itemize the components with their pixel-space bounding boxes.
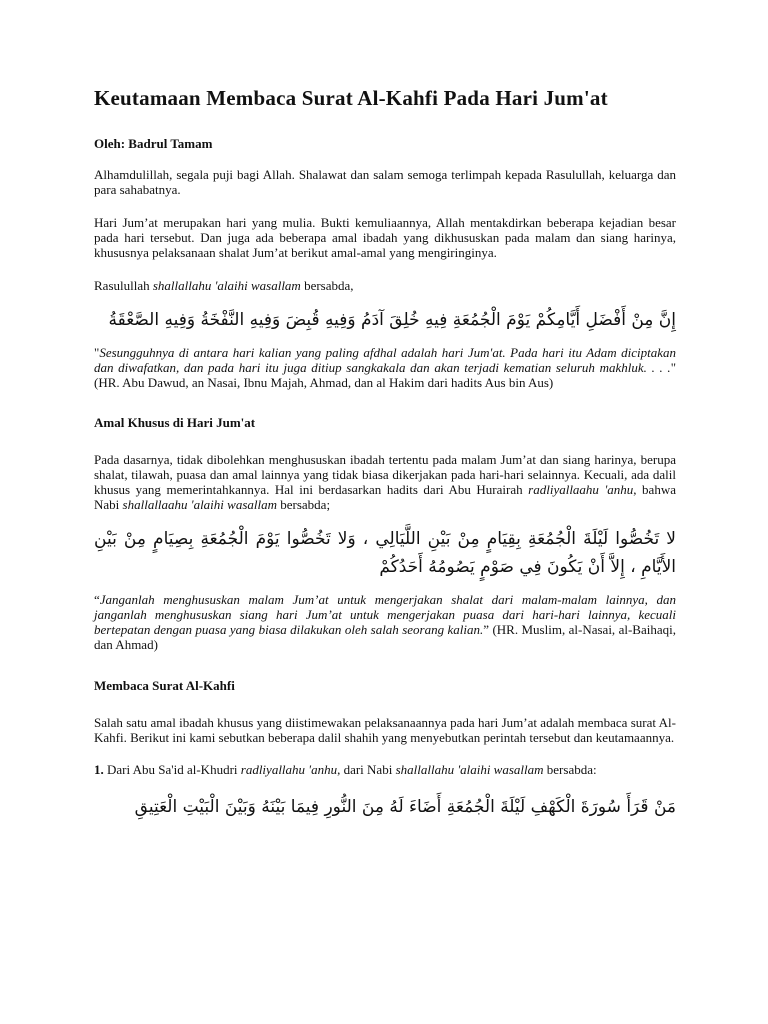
hadith2-quote-open: “: [94, 592, 100, 607]
section1-text-mid: , bahwa Nabi: [94, 482, 676, 512]
section-heading-al-kahfi: Membaca Surat Al-Kahfi: [94, 678, 235, 693]
section1-paragraph: [94, 452, 676, 512]
hadith2-translation-text: Janganlah menghususkan malam Jum’at untuk mengerjakan shalat dari malam-malam lainnya, dan janganlah menghususkan siang hari Jum’at untuk mengerjakan puasa dari hari-hari lainnya, kecuali bertepatan dengan puasa yang biasa dilakukan oleh salah seorang kalian.: [94, 592, 676, 637]
hadith2-source: ” (HR. Muslim, al-Nasai, al-Baihaqi, dan Ahmad): [94, 622, 676, 652]
hadith3-arabic: مَنْ قَرَأَ سُورَةَ الْكَهْفِ لَيْلَةَ الْجُمُعَةِ أَضَاءَ لَهُ مِنَ النُّورِ فِيمَا بَيْنَهُ وَبَيْنَ الْبَيْتِ الْعَتِيقِ: [134, 797, 676, 817]
list-item-radliyallahu: radliyallahu 'anhu: [240, 762, 338, 777]
list-item-text-mid: , dari Nabi: [337, 762, 396, 777]
section1-text-end: bersabda;: [277, 497, 331, 512]
paragraph-jumat: Hari Jum’at merupakan hari yang mulia. Bukti kemuliaannya, Allah mentakdirkan beberapa kejadian besar pada hari tersebut. Dan juga ada beberapa amal ibadah yang dikhususkan pada malam dan siang harinya, khususnya pelaksanaan shalat Jum’at berikut amal-amal yang mengiringinya.: [94, 215, 676, 260]
author-line: Oleh: Badrul Tamam: [94, 136, 213, 151]
hadith2-translation: [94, 592, 676, 652]
list-item-salawat: shallallahu 'alaihi wasallam: [395, 762, 544, 777]
section1-text: Pada dasarnya, tidak dibolehkan menghususkan ibadah tertentu pada malam Jum’at dan siang harinya, berupa shalat, tilawah, puasa dan amal lainnya yang tidak biasa dikerjakan pada hari-hari selainnya. Kecuali, ada dalil khusus yang memerintahkannya. Hal ini berdasarkan hadits dari Abu Hurairah: [94, 452, 676, 497]
list-item-number: 1.: [94, 762, 104, 777]
hadith1-quote-open: ": [94, 345, 100, 360]
hadith1-source: " (HR. Abu Dawud, an Nasai, Ibnu Majah, Ahmad, dan al Hakim dari hadits Aus bin Aus): [94, 360, 676, 390]
section2-paragraph: Salah satu amal ibadah khusus yang diistimewakan pelaksanaannya pada hari Jum’at adalah membaca surat Al-Kahfi. Berikut ini kami sebutkan beberapa dalil shahih yang menyebutkan perintah tersebut dan keutamaannya.: [94, 715, 676, 745]
hadith2-arabic: لا تَخُصُّوا لَيْلَةَ الْجُمُعَةِ بِقِيَامٍ مِنْ بَيْنِ اللَّيَالِي ، وَلا تَخُصُّوا يَوْمَ الْجُمُعَةِ بِصِيَامٍ مِنْ بَيْنِ الأَيَّامِ ، إِلاَّ أَنْ يَكُونَ فِي صَوْمٍ يَصُومُهُ أَحَدُكُمْ: [94, 529, 676, 577]
hadith1-intro-end: bersabda,: [300, 278, 354, 293]
hadith1-intro-salawat: shallallahu 'alaihi wasallam: [152, 278, 301, 293]
page-title: Keutamaan Membaca Surat Al-Kahfi Pada Hari Jum'at: [94, 86, 608, 110]
section1-radliyallahu: radliyallaahu 'anhu: [528, 482, 634, 497]
hadith1-translation: [94, 345, 676, 390]
section1-salawat: shallallaahu 'alaihi wasallam: [122, 497, 277, 512]
hadith1-intro: [94, 278, 676, 293]
list-item-1: [94, 762, 676, 777]
section-heading-amal-khusus: Amal Khusus di Hari Jum'at: [94, 415, 256, 430]
hadith1-arabic: إِنَّ مِنْ أَفْضَلِ أَيَّامِكُمْ يَوْمَ الْجُمُعَةِ فِيهِ خُلِقَ آدَمُ وَفِيهِ قُبِضَ وَفِيهِ النَّفْخَةُ وَفِيهِ الصَّعْقَةُ: [108, 310, 676, 330]
hadith1-translation-text: Sesungguhnya di antara hari kalian yang paling afdhal adalah hari Jum'at. Pada hari itu Adam diciptakan dan diwafatkan, dan pada hari itu juga ditiup sangkakala dan akan terjadi kematian seluruh makhluk. . . .: [94, 345, 676, 375]
intro-paragraph: Alhamdulillah, segala puji bagi Allah. Shalawat dan salam semoga terlimpah kepada Rasulullah, keluarga dan para sahabatnya.: [94, 167, 676, 197]
hadith1-intro-text: Rasulullah: [94, 278, 153, 293]
list-item-text-end: bersabda:: [543, 762, 597, 777]
list-item-text: Dari Abu Sa'id al-Khudri: [103, 762, 241, 777]
